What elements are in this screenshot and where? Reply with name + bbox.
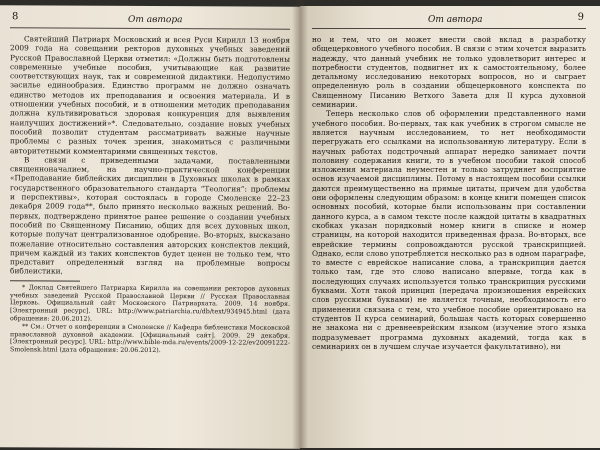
footnote: ** См.: Отчет о конференции в Смоленске // Кафедра библеистики Московской православной духовной академии. [Официальный сайт]. 2009. 29 декабря. [Электронный ресурс]. URL: http://www.bible-mda.ru/events/2009-12-22/ev20091222-Smolensk.html (дата обращения: 20.06.2012). [10, 323, 290, 355]
paragraph-continuation: но и тем, что он может внести свой вклад в разработку общецерковного учебного пособия. В связи с этим хочется выразить надежду, что данный учебник не только удовлетворит интерес и потребности студентов, подвигнет их к самостоятельному, более детальному исследованию некоторых вопросов, но и сыграет определенную роль в создании общецерковного конспекта по Священному Писанию Ветхого Завета для II курса духовной семинарии. [312, 35, 586, 110]
left-page [0, 5, 300, 449]
footnote: * Доклад Святейшего Патриарха Кирилла на совещании ректоров духовных учебных заведений Русской Православной Церкви // Русская Православная Церковь. Официальный сайт Московского Патриархата. 2009. 14 ноября. [Электронный ресурс]. URL: http://www.patriarchia.ru/db/text/934945.html (дата обращения: 20.06.2012). [10, 284, 290, 323]
running-title: От автора [428, 15, 483, 25]
paragraph: Теперь несколько слов об оформлении представленного нами учебного пособия. Во-первых, так как учебник в строгом смысле не является научным исследованием, то нет необходимости перегружать его ссылками на использованную литературу. Если в научных работах подстрочный аппарат нередко занимает почти половину содержания книги, то в учебном пособии такой способ изложения материала неуместен и только затрудняет восприятие основ изучаемой дисциплины. Потому в настоящем пособии ссылки даются преимущественно на прямые цитаты, причем для удобства они оформлены следующим образом: в конце книги помещен список основных пособий, которые были использованы при составлении данного курса, а в самом тексте после каждой цитаты в квадратных скобках указан порядковый номер книги в списке и номер страницы, на которой находится приведенная фраза. Во-вторых, все еврейские термины сопровождаются русской транскрипцией. Однако, если слово употребляется несколько раз в одном параграфе, то вместе с еврейское написание слова, а транскрипция дается только там, где это слово написано впервые, тогда как в последующих случаях используется только транскрипция русскими буквами. Хотя такой принцип (передача произношения еврейских слов русскими буквами) не является точным, необходимость его применения связана с тем, что учебное пособие ориентировано на студентов II курса семинарий, большая часть которых совершенно не знакома ни с древнееврейским языком (изучение этого языка подразумевает программа духовных академий, тогда как в семинариях он в лучшем случае изучается факультативно), ни [312, 109, 586, 351]
right-page [300, 6, 600, 448]
page-number: 9 [577, 12, 584, 23]
left-page-body [10, 34, 290, 277]
paragraph: В связи с приведенными задачами, поставленными священноначалием, на научно-практической конференции «Преподавание библейских дисциплин в Духовных школах в рамках государственного образовательного стандарта “Теология”: проблемы и перспективы», которая состоялась в городе Смоленске 22–23 декабря 2009 года**, было принято несколько важных решений. Во-первых, подтверждено принятое ранее решение о создании учебных пособий по Священному Писанию, общих для всех духовных школ, которые получат централизованное одобрение. Во-вторых, высказано пожелание относительно составления авторских конспектов лекций, причем каждый из таких конспектов будет ценен не только тем, что представит определенный взгляд на проблемные вопросы библеистики, [10, 155, 290, 276]
running-title: От автора [128, 14, 183, 26]
footnotes [10, 284, 290, 356]
right-page-header [312, 14, 586, 29]
right-page-body [312, 35, 586, 351]
left-page-header [10, 13, 290, 29]
footnote-separator [10, 280, 80, 281]
paragraph: Святейший Патриарх Московский и всея Руси Кирилл 13 ноября 2009 года на совещании ректоров духовных учебных заведений Русской Православной Церкви отметил: «Должны быть подготовлены современные учебные пособия, учитывающие как развитие соответствующих наук, так и современной дидактики. Недопустимо засилье единообразия. Единство программ не должно означать единство методов их преподавания и освоения материала. И в отношении учебных пособий, и в отношении методик преподавания должна культивироваться здоровая конкуренция для выявления наилучших достижений»*. Следовательно, создание новых учебных пособий позволит студентам рассматривать важные научные проблемы с разных точек зрения, знакомиться с различными авторитетными комментариями священных текстов. [10, 34, 290, 156]
page-number: 8 [12, 11, 19, 23]
